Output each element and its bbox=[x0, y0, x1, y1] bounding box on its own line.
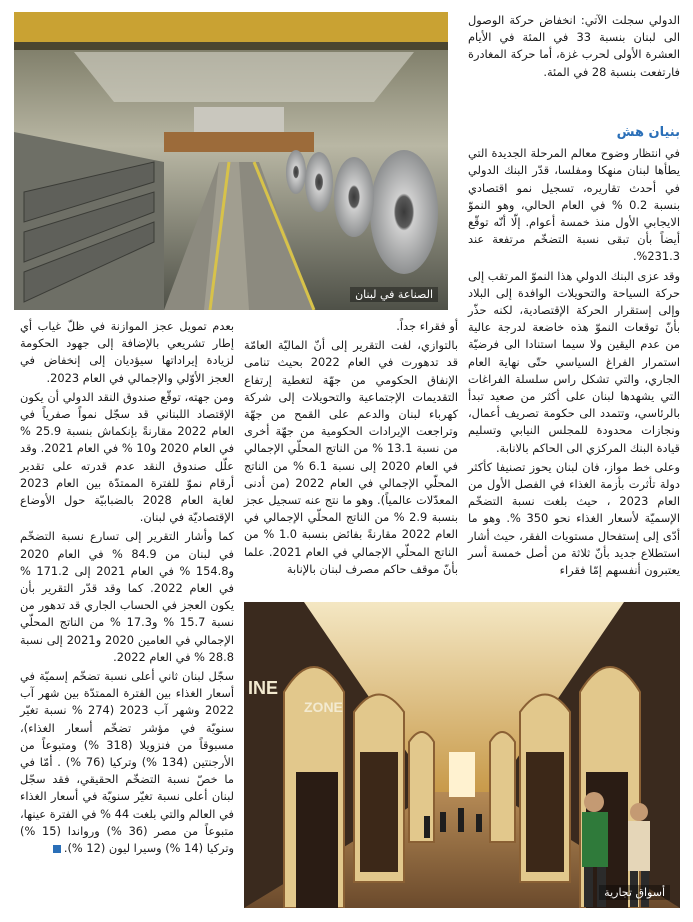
mall-sign-zone: ZONE bbox=[304, 699, 343, 715]
paragraph: بعدم تمويل عجز الموازنة في ظلّ غياب أي إطار تشريعي بالإضافة إلى جهود الحكومة لزيادة إيراداتها سيؤديان إلى إنخفاض في العجز الأوّلي والإجمالي في العام 2023. bbox=[20, 319, 234, 385]
paragraph: كما وأشار التقرير إلى تسارع نسبة التضخّم في لبنان من 84.9 % في العام 2020 و154.8 % في العام 2021 إلى 171.2 % في العام 2022. كما وقد قدّر التقرير بأن يكون العجز في الحساب الجاري قد تدهور من نسبة 15.7 % و17.3 % من الناتج المحلّي الإجمالي في العامين 2020 و2021 إلى نسبة 28.8 % في العام 2022. bbox=[20, 529, 235, 664]
paragraph: أو فقراء جداً. bbox=[396, 319, 458, 333]
paragraph: ومن جهته، توقّع صندوق النقد الدولي أن يكون الإقتصاد اللبناني قد سجّل نمواً صفرياً في العام 2022 مقارنةً بإنكماش بنسبة 25.9 % في العام 2020 و10 % في العام 2021. وقد علّل صندوق النقد عدم قدرته على تقدير أرقام نموّ للفترة الممتدّة بين العام 2023 لغاية العام 2028 بالضبابيّة حول الأوضاع الإقتصاديّة في لبنان. bbox=[20, 389, 235, 525]
mall-sign-left: INE bbox=[248, 678, 279, 698]
paragraph: في انتظار وضوح معالم المرحلة الجديدة التي يطأها لبنان منهكا ومفلسا، قدّر البنك الدولي في أحدث تقاريره، تسجيل نمو اقتصادي بنسبة 0.2 % في العام الحالي، وهو النموّ الايجابي الأول منذ خمسة أعوام. إلّا أنّه توقّع أيضاً بأن تبقى نسبة التضخّم مرتفعة عند 231.3%. bbox=[468, 146, 680, 264]
factory-photo bbox=[14, 12, 448, 310]
mall-photo bbox=[244, 602, 680, 908]
last-paragraph-text: سجّل لبنان ثاني أعلى نسبة تضخّم إسميّة في أسعار الغذاء بين الفترة الممتدّة بين شهر آب 2022 وشهر آب 2023 (274 % نسبة تغيّر سنويّة في مؤشر تضخّم أسعار الغذاء)، مسبوقاً من فنزويلا (318 %) ومتبوعاً من الأرجنتين (134 %) وتركيا (76 %) . أمّا في ما خصّ نسبة التضخّم الحقيقي، فقد سجّل لبنان أعلى نسبة تغيّر سنويّة في أسعار الغذاء في العالم والتي بلغت 44 % في الفترة عينها، متبوعاً من مصر (36 %) ورواندا (15 %) وتركيا (14 %) وسيرا ليون (12 %). bbox=[20, 669, 235, 856]
middle-column bbox=[244, 318, 458, 580]
mall-caption: أسواق تجارية bbox=[599, 885, 670, 900]
intro-paragraph: الدولي سجلت الآتي: انخفاض حركة الوصول الى لبنان بنسبة 33 في المئة في الأيام العشرة الأولى لحرب غزة، أما حركة المغادرة فارتفعت بنسبة 28 في المئة. bbox=[468, 13, 680, 79]
end-mark-icon bbox=[53, 845, 61, 853]
left-column bbox=[20, 318, 234, 859]
factory-caption: الصناعة في لبنان bbox=[350, 287, 438, 302]
paragraph bbox=[20, 668, 234, 857]
paragraph: وعلى خط مواز، فان لبنان يحوز تصنيفا كأكثر دولة تأثرت بأزمة الغذاء في الفصل الأول من العام 2023 ، حيث بلغت نسبة التضخّم الإسميّة لأسعار الغذاء نحو 350 %. وهو ما أدّى إلى إستفحال مستويات الفقر، حيث أشار استطلاع جديد بأنّ ثلاثة من أصل خمسة أسر يعتبرون أنفسهم إمّا فقراء bbox=[468, 459, 680, 578]
right-column-intro bbox=[468, 12, 680, 83]
right-column bbox=[468, 118, 680, 581]
section-heading: بنيان هش bbox=[616, 125, 680, 140]
paragraph: وقد عزى البنك الدولي هذا النموّ المرتقب إلى حركة السياحة والتحويلات الوافدة إلى البلاد وإلى إستقرار الحركة الإقتصادية، لكنه حذّر بأنّ توقعات النموّ هذه خاضعة لدرجة عالية من عدم اليقين ولا سيما استنادا الى فرضيّة استمرار الفراغ السياسي حتّى نهاية العام الجاري، والتي تشكل راس سلسلة الفراغات التي يشهدها لبنان على أكثر من صعيد تبدأ بالرئاسي، وتتمدد الى حكومة تصريف أعمال، ونجازات محدودة للمجلس النيابي وتسليم قيادة البنك المركزي الى الحاكم بالانابة. bbox=[468, 268, 680, 455]
paragraph: بالتوازي، لفت التقرير إلى أنّ الماليّة العامّة قد تدهورت في العام 2022 بحيث تنامى الإنفاق الحكومي من جهّة لتغطية إرتفاع التقديمات الإجتماعية والتحويلات إلى شركة كهرباء لبنان والدعم على القمح من جهّة وتراجعت الإيرادات الحكومية من جهّة أخرى من نسبة 13.1 % من الناتج المحلّي الإجمالي في العام 2020 إلى نسبة 6.1 % من الناتج المحلّي الإجمالي في العام 2022 (من أدنى المعدّلات عالمياً). وهو ما نتج عنه تسجيل عجز بنسبة 2.9 % من الناتج المحلّي الإجمالي في العام 2022 مقارنةً بفائض بنسبة 1.0 % من الناتج المحلّي الإجمالي في العام 2021. علما بأنّ موقف حاكم مصرف لبنان بالإنابة bbox=[244, 338, 459, 576]
